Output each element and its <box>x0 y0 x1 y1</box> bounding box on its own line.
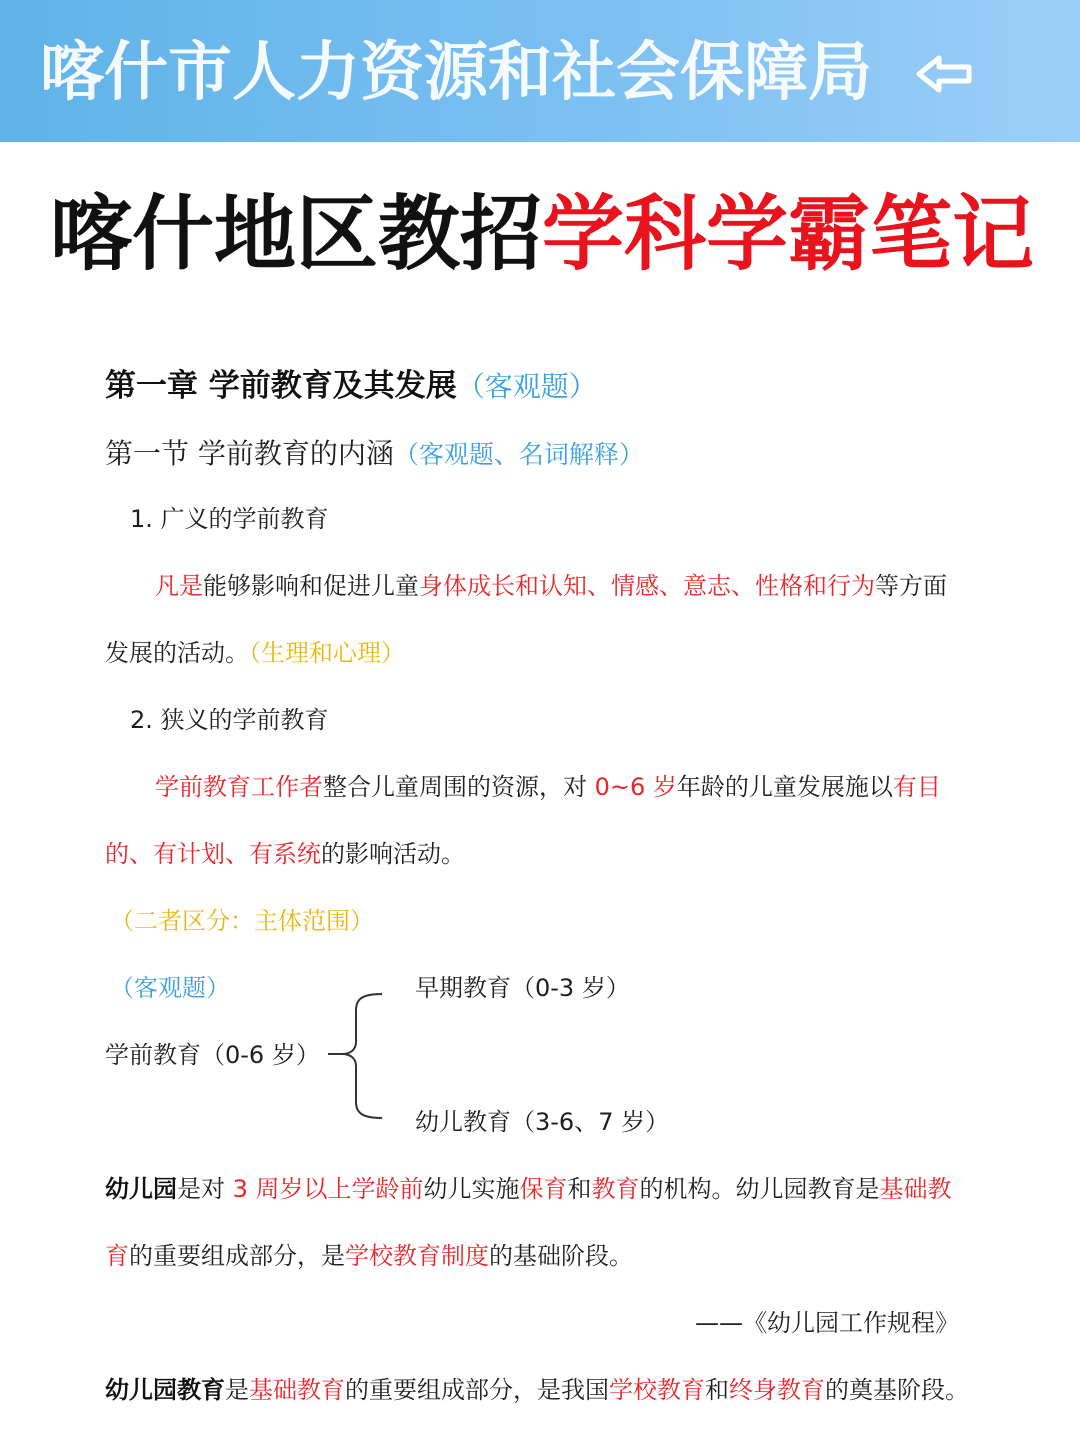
chapter-tag: （客观题） <box>456 370 597 403</box>
back-arrow-icon[interactable] <box>915 52 975 96</box>
item2-heading: 2. 狭义的学前教育 <box>130 706 329 734</box>
main-title-black: 喀什地区教招 <box>50 187 543 282</box>
citation-source: ——《幼儿园工作规程》 <box>695 1309 959 1337</box>
chapter-title: 第一章 学前教育及其发展 <box>105 368 457 404</box>
item1-heading: 1. 广义的学前教育 <box>130 505 329 533</box>
diagram-branch-top: 早期教育（0-3 岁） <box>415 974 630 1002</box>
section-heading <box>105 436 644 473</box>
kindergarten-paragraph-line3: 幼儿园教育是基础教育的重要组成部分，是我国学校教育和终身教育的奠基阶段。 <box>105 1376 969 1404</box>
kindergarten-paragraph-line1: 幼儿园是对 3 周岁以上学龄前幼儿实施保育和教育的机构。幼儿园教育是基础教 <box>105 1175 952 1203</box>
item2-paragraph-line2: 的、有计划、有系统的影响活动。 <box>105 840 465 868</box>
main-title <box>50 185 1034 285</box>
distinction-note: （二者区分：主体范围） <box>110 907 374 935</box>
curly-brace-icon <box>320 990 390 1120</box>
item1-paragraph-line2: 发展的活动。（生理和心理） <box>105 639 405 667</box>
section-tag: （客观题、名词解释） <box>393 440 644 469</box>
chapter-heading <box>105 366 597 407</box>
diagram-branch-bottom: 幼儿教育（3-6、7 岁） <box>415 1108 670 1136</box>
kindergarten-paragraph-line2: 育的重要组成部分，是学校教育制度的基础阶段。 <box>105 1242 633 1270</box>
banner-title: 喀什市人力资源和社会保障局 <box>40 36 872 110</box>
item2-paragraph-line1: 学前教育工作者整合儿童周围的资源，对 0~6 岁年龄的儿童发展施以有目 <box>155 773 941 801</box>
diagram-tag: （客观题） <box>110 974 230 1002</box>
diagram-root: 学前教育（0-6 岁） <box>105 1041 320 1069</box>
header-banner <box>0 0 1080 142</box>
section-title: 第一节 学前教育的内涵 <box>105 437 394 470</box>
main-title-red: 学科学霸笔记 <box>542 187 1035 282</box>
item1-paragraph-line1: 凡是能够影响和促进儿童身体成长和认知、情感、意志、性格和行为等方面 <box>155 572 947 600</box>
